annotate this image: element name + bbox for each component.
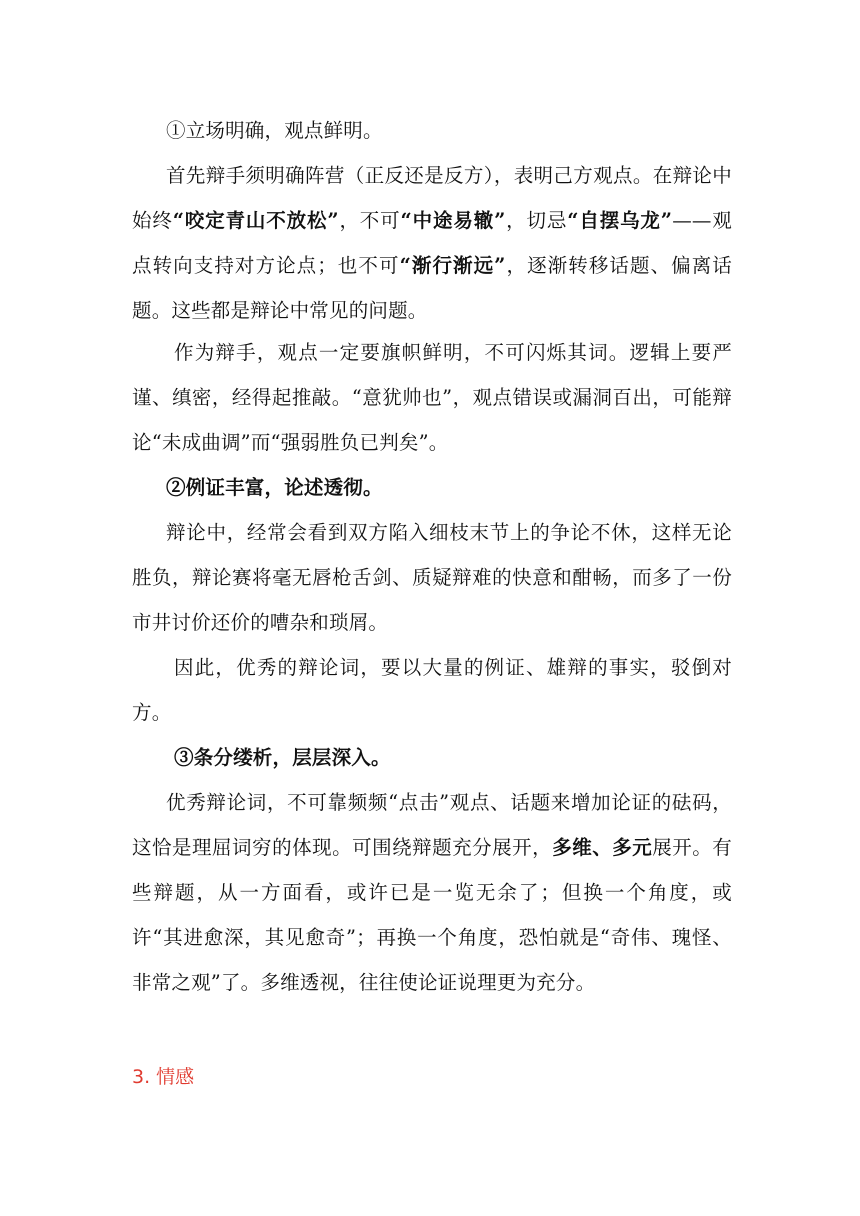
emphasis-phrase: “渐行渐远” [399, 254, 506, 277]
paragraph-text: 优秀辩论词，不可靠频频“点击”观点、话题来增加论证的砝码，这恰是理屈词穷的体现。可围绕辩题充分展开， [132, 791, 732, 859]
paragraph-text: ，逐渐转移话题、偏离话题。这些都是辩论中常见的问题。 [132, 254, 732, 322]
paragraph-text: ，不可 [338, 209, 401, 232]
section-heading: 3. 情感 [132, 1066, 195, 1088]
paragraph-multidimensional [132, 780, 732, 1005]
emphasis-phrase: “中途易辙” [400, 209, 506, 232]
paragraph-text: 首先辩手须明确阵营（正反还是反方），表明己方观点。在辩论中始终 [132, 164, 732, 232]
paragraph-text: ，切忌 [505, 209, 568, 232]
emphasis-phrase: 多维、多元 [552, 836, 653, 859]
paragraph-evidence: 因此，优秀的辩论词，要以大量的例证、雄辩的事实，驳倒对方。 [132, 656, 732, 724]
paragraph-text: ——观点转向支持对方论点；也不可 [132, 209, 732, 277]
emphasis-phrase: “自摆乌龙” [567, 209, 673, 232]
paragraph-stance [132, 153, 732, 333]
point-2-heading: ②例证丰富，论述透彻。 [166, 476, 383, 499]
paragraph-details-dispute: 辩论中，经常会看到双方陷入细枝末节上的争论不休，这样无论胜负，辩论赛将毫无唇枪舌剑、质疑辩难的快意和酣畅，而多了一份市井讨价还价的嘈杂和琐屑。 [132, 521, 732, 634]
paragraph-debater-viewpoint: 作为辩手，观点一定要旗帜鲜明，不可闪烁其词。逻辑上要严谨、缜密，经得起推敲。“意犹帅也”，观点错误或漏洞百出，可能辩论“未成曲调”而“强弱胜负已判矣”。 [132, 341, 732, 454]
emphasis-phrase: “咬定青山不放松” [172, 209, 339, 232]
paragraph-text: 展开。有些辩题，从一方面看，或许已是一览无余了；但换一个角度，或许“其进愈深，其见愈奇”；再换一个角度，恐怕就是“奇伟、瑰怪、非常之观”了。多维透视，往往使论证说理更为充分。 [132, 836, 732, 994]
point-3-heading: ③条分缕析，层层深入。 [174, 746, 391, 769]
point-1-heading: ①立场明确，观点鲜明。 [166, 119, 383, 142]
